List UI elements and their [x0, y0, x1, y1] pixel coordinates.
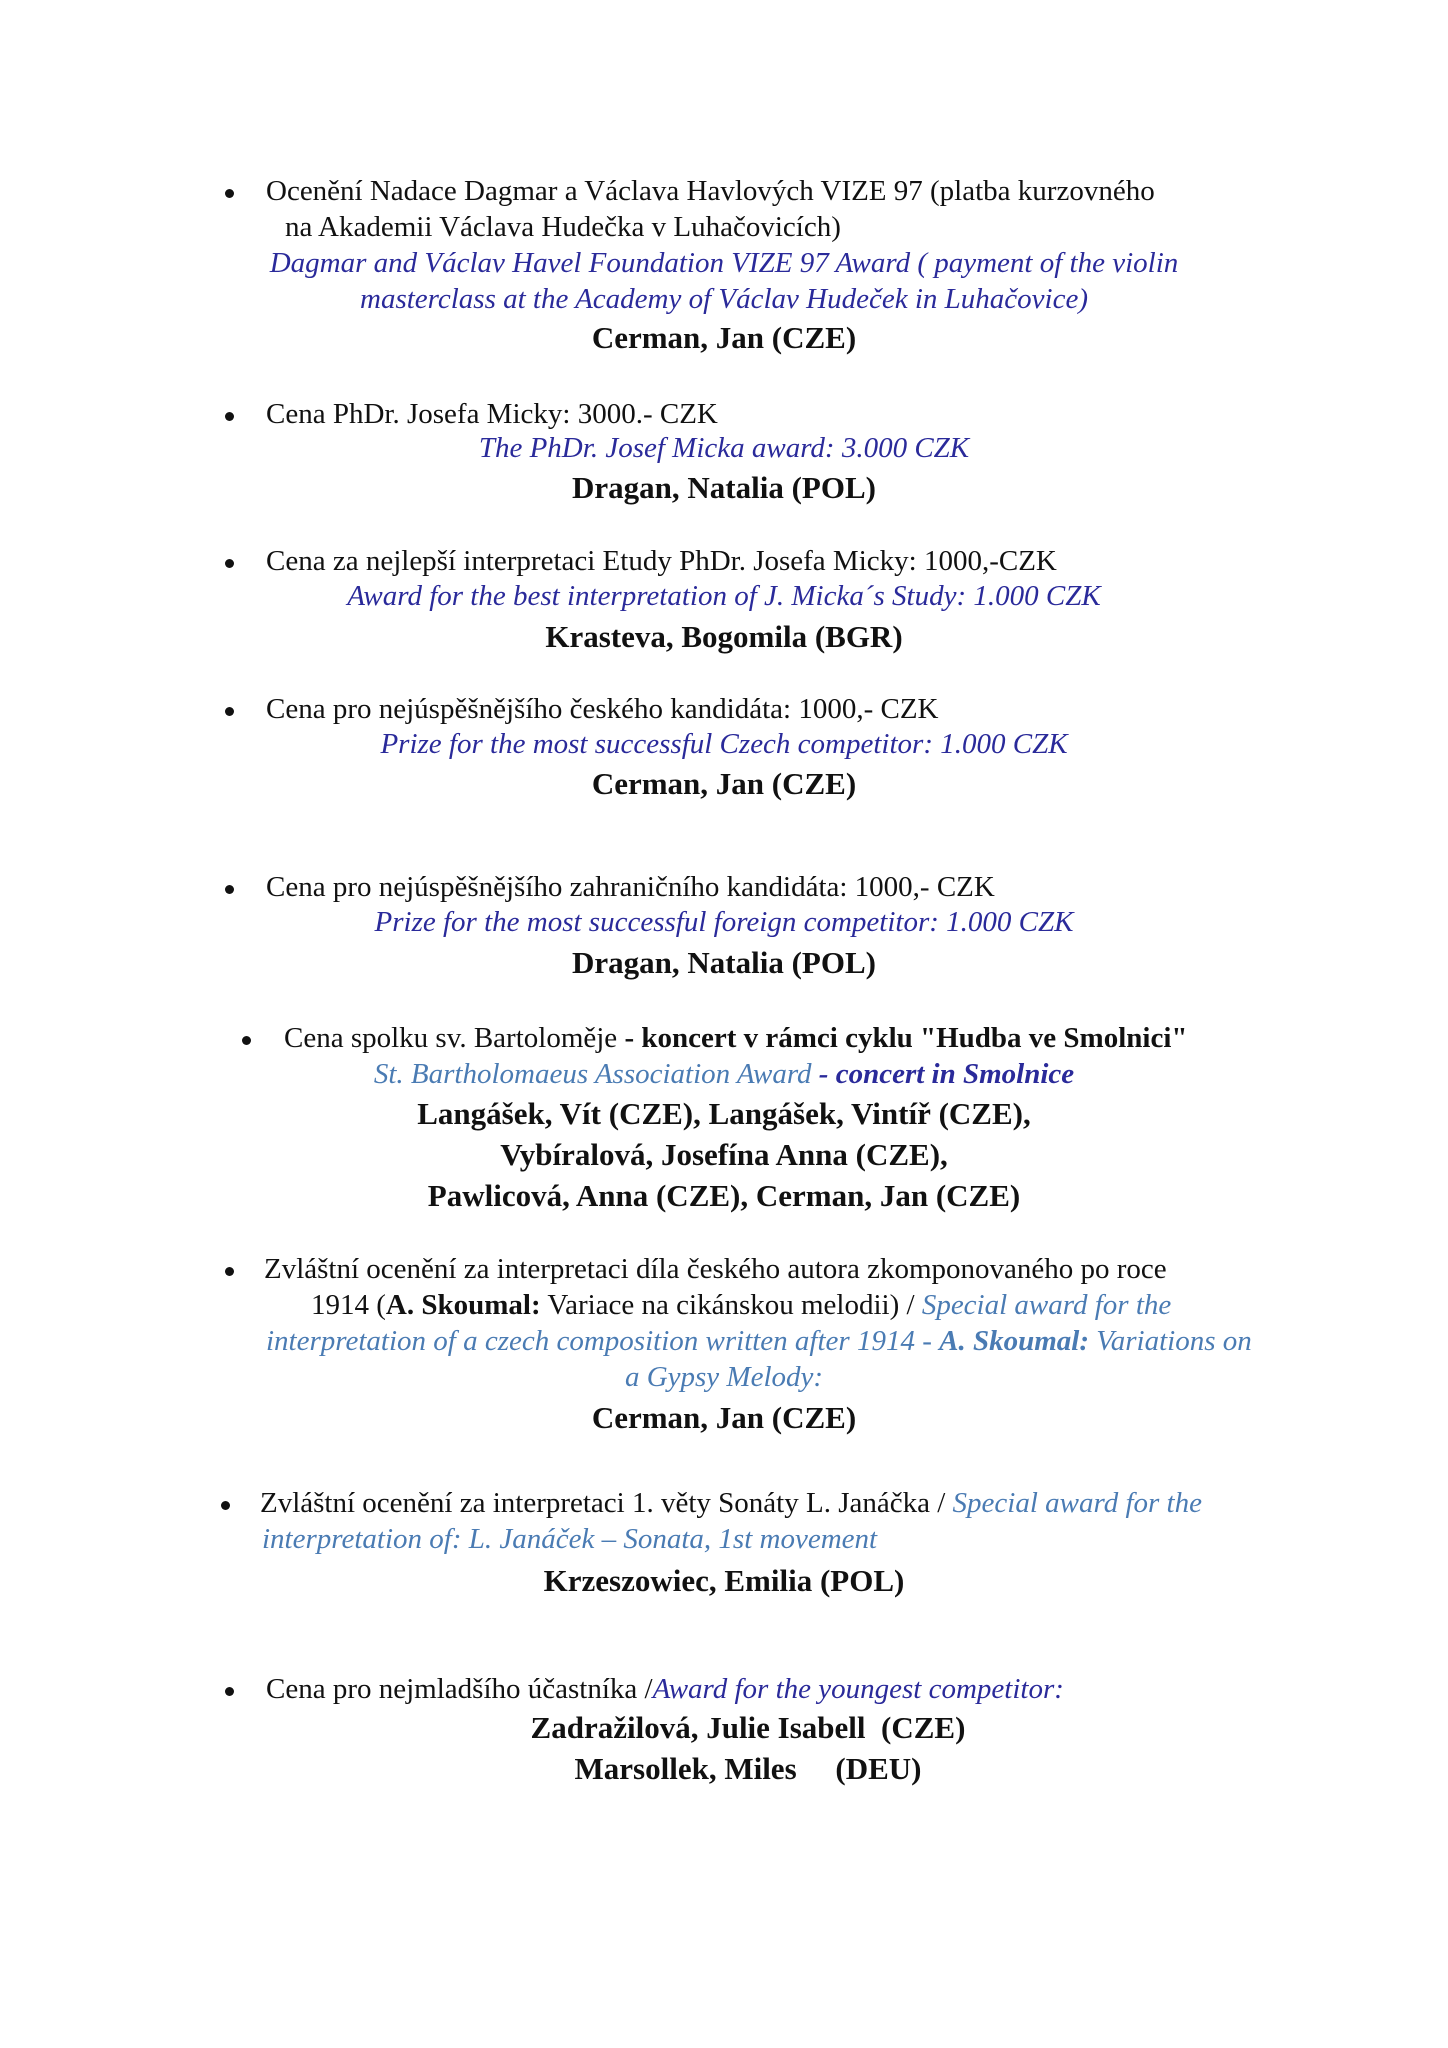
bullet: [225, 707, 234, 716]
award-title-mixed: [260, 1485, 1202, 1521]
winner-name: Cerman, Jan (CZE): [591, 1400, 857, 1435]
winner-name: Krasteva, Bogomila (BGR): [545, 619, 903, 654]
award-title-en: Award for the best interpretation of J. Micka´s Study: 1.000 CZK: [347, 580, 1101, 612]
award-title-cz: Cena pro nejúspěšnějšího zahraničního kandidáta: 1000,- CZK: [266, 871, 995, 903]
winner-name: Cerman, Jan (CZE): [591, 320, 857, 355]
award-title-en: a Gypsy Melody:: [624, 1361, 824, 1393]
bullet: [225, 412, 234, 421]
winner-name: Cerman, Jan (CZE): [591, 766, 857, 801]
award-title-en: The PhDr. Josef Micka award: 3.000 CZK: [478, 432, 970, 464]
award-title-cz-bold: - koncert v rámci cyklu "Hudba ve Smolnici": [624, 1022, 1188, 1054]
winner-name: Vybíralová, Josefína Anna (CZE),: [500, 1137, 948, 1172]
award-title-cz: Cena za nejlepší interpretaci Etudy PhDr. Josefa Micky: 1000,-CZK: [266, 545, 1057, 577]
winner-name: Zadražilová, Julie Isabell (CZE): [530, 1710, 966, 1745]
winner-name: Langášek, Vít (CZE), Langášek, Vintíř (CZE),: [417, 1096, 1031, 1131]
award-title-cz: Cena PhDr. Josefa Micky: 3000.- CZK: [266, 398, 718, 430]
award-title-en: Dagmar and Václav Havel Foundation VIZE 97 Award ( payment of the violin: [269, 247, 1179, 279]
bullet: [221, 1501, 230, 1510]
winner-name: Marsollek, Miles (DEU): [574, 1751, 922, 1786]
award-title-en-plain: St. Bartholomaeus Association Award: [373, 1058, 819, 1090]
award-title-mixed: [266, 1671, 1064, 1707]
bullet: [225, 559, 234, 568]
award-title-cz-part: Variace na cikánskou melodii) /: [540, 1289, 922, 1321]
award-title-en: Award for the youngest competitor:: [652, 1673, 1064, 1705]
bullet: [242, 1036, 251, 1045]
composer-name: A. Skoumal:: [385, 1289, 541, 1321]
award-title-cz: Cena pro nejmladšího účastníka /: [266, 1673, 653, 1705]
award-title-en-part: interpretation of a czech composition written after 1914 -: [266, 1325, 940, 1357]
award-title-cz: [284, 1020, 1188, 1056]
award-title-mixed: [311, 1287, 1171, 1323]
award-title-cz-plain: Cena spolku sv. Bartoloměje: [284, 1022, 625, 1054]
winner-name: Pawlicová, Anna (CZE), Cerman, Jan (CZE): [427, 1178, 1021, 1213]
award-title-cz: Zvláštní ocenění za interpretaci 1. věty Sonáty L. Janáčka /: [260, 1487, 953, 1519]
composer-name-en: A. Skoumal:: [939, 1325, 1089, 1357]
bullet: [225, 189, 234, 198]
award-title-en-bold: - concert in Smolnice: [818, 1058, 1075, 1090]
award-title-en: interpretation of: L. Janáček – Sonata, 1st movement: [262, 1523, 878, 1555]
award-title-en: Prize for the most successful foreign competitor: 1.000 CZK: [374, 906, 1074, 938]
award-title-en: [0, 1056, 1448, 1092]
award-title-cz: Ocenění Nadace Dagmar a Václava Havlových VIZE 97 (platba kurzovného: [266, 175, 1155, 207]
award-title-en: masterclass at the Academy of Václav Hudeček in Luhačovice): [360, 283, 1088, 315]
award-title-en: [266, 1323, 1252, 1359]
award-title-en-part: Variations on: [1088, 1325, 1252, 1357]
bullet: [225, 1267, 234, 1276]
winner-name: Krzeszowiec, Emilia (POL): [543, 1563, 905, 1598]
award-title-cz-part: 1914 (: [311, 1289, 386, 1321]
award-title-cz: Zvláštní ocenění za interpretaci díla českého autora zkomponovaného po roce: [264, 1253, 1167, 1285]
award-title-en-part: Special award for the: [921, 1289, 1172, 1321]
winner-name: Dragan, Natalia (POL): [572, 470, 876, 505]
award-title-en-part: Special award for the: [952, 1487, 1202, 1519]
award-title-en: Prize for the most successful Czech competitor: 1.000 CZK: [380, 728, 1068, 760]
bullet: [225, 885, 234, 894]
winner-name: Dragan, Natalia (POL): [572, 945, 876, 980]
award-title-cz: Cena pro nejúspěšnějšího českého kandidáta: 1000,- CZK: [266, 693, 939, 725]
award-title-cz: na Akademii Václava Hudečka v Luhačovicích): [285, 211, 841, 243]
bullet: [225, 1687, 234, 1696]
